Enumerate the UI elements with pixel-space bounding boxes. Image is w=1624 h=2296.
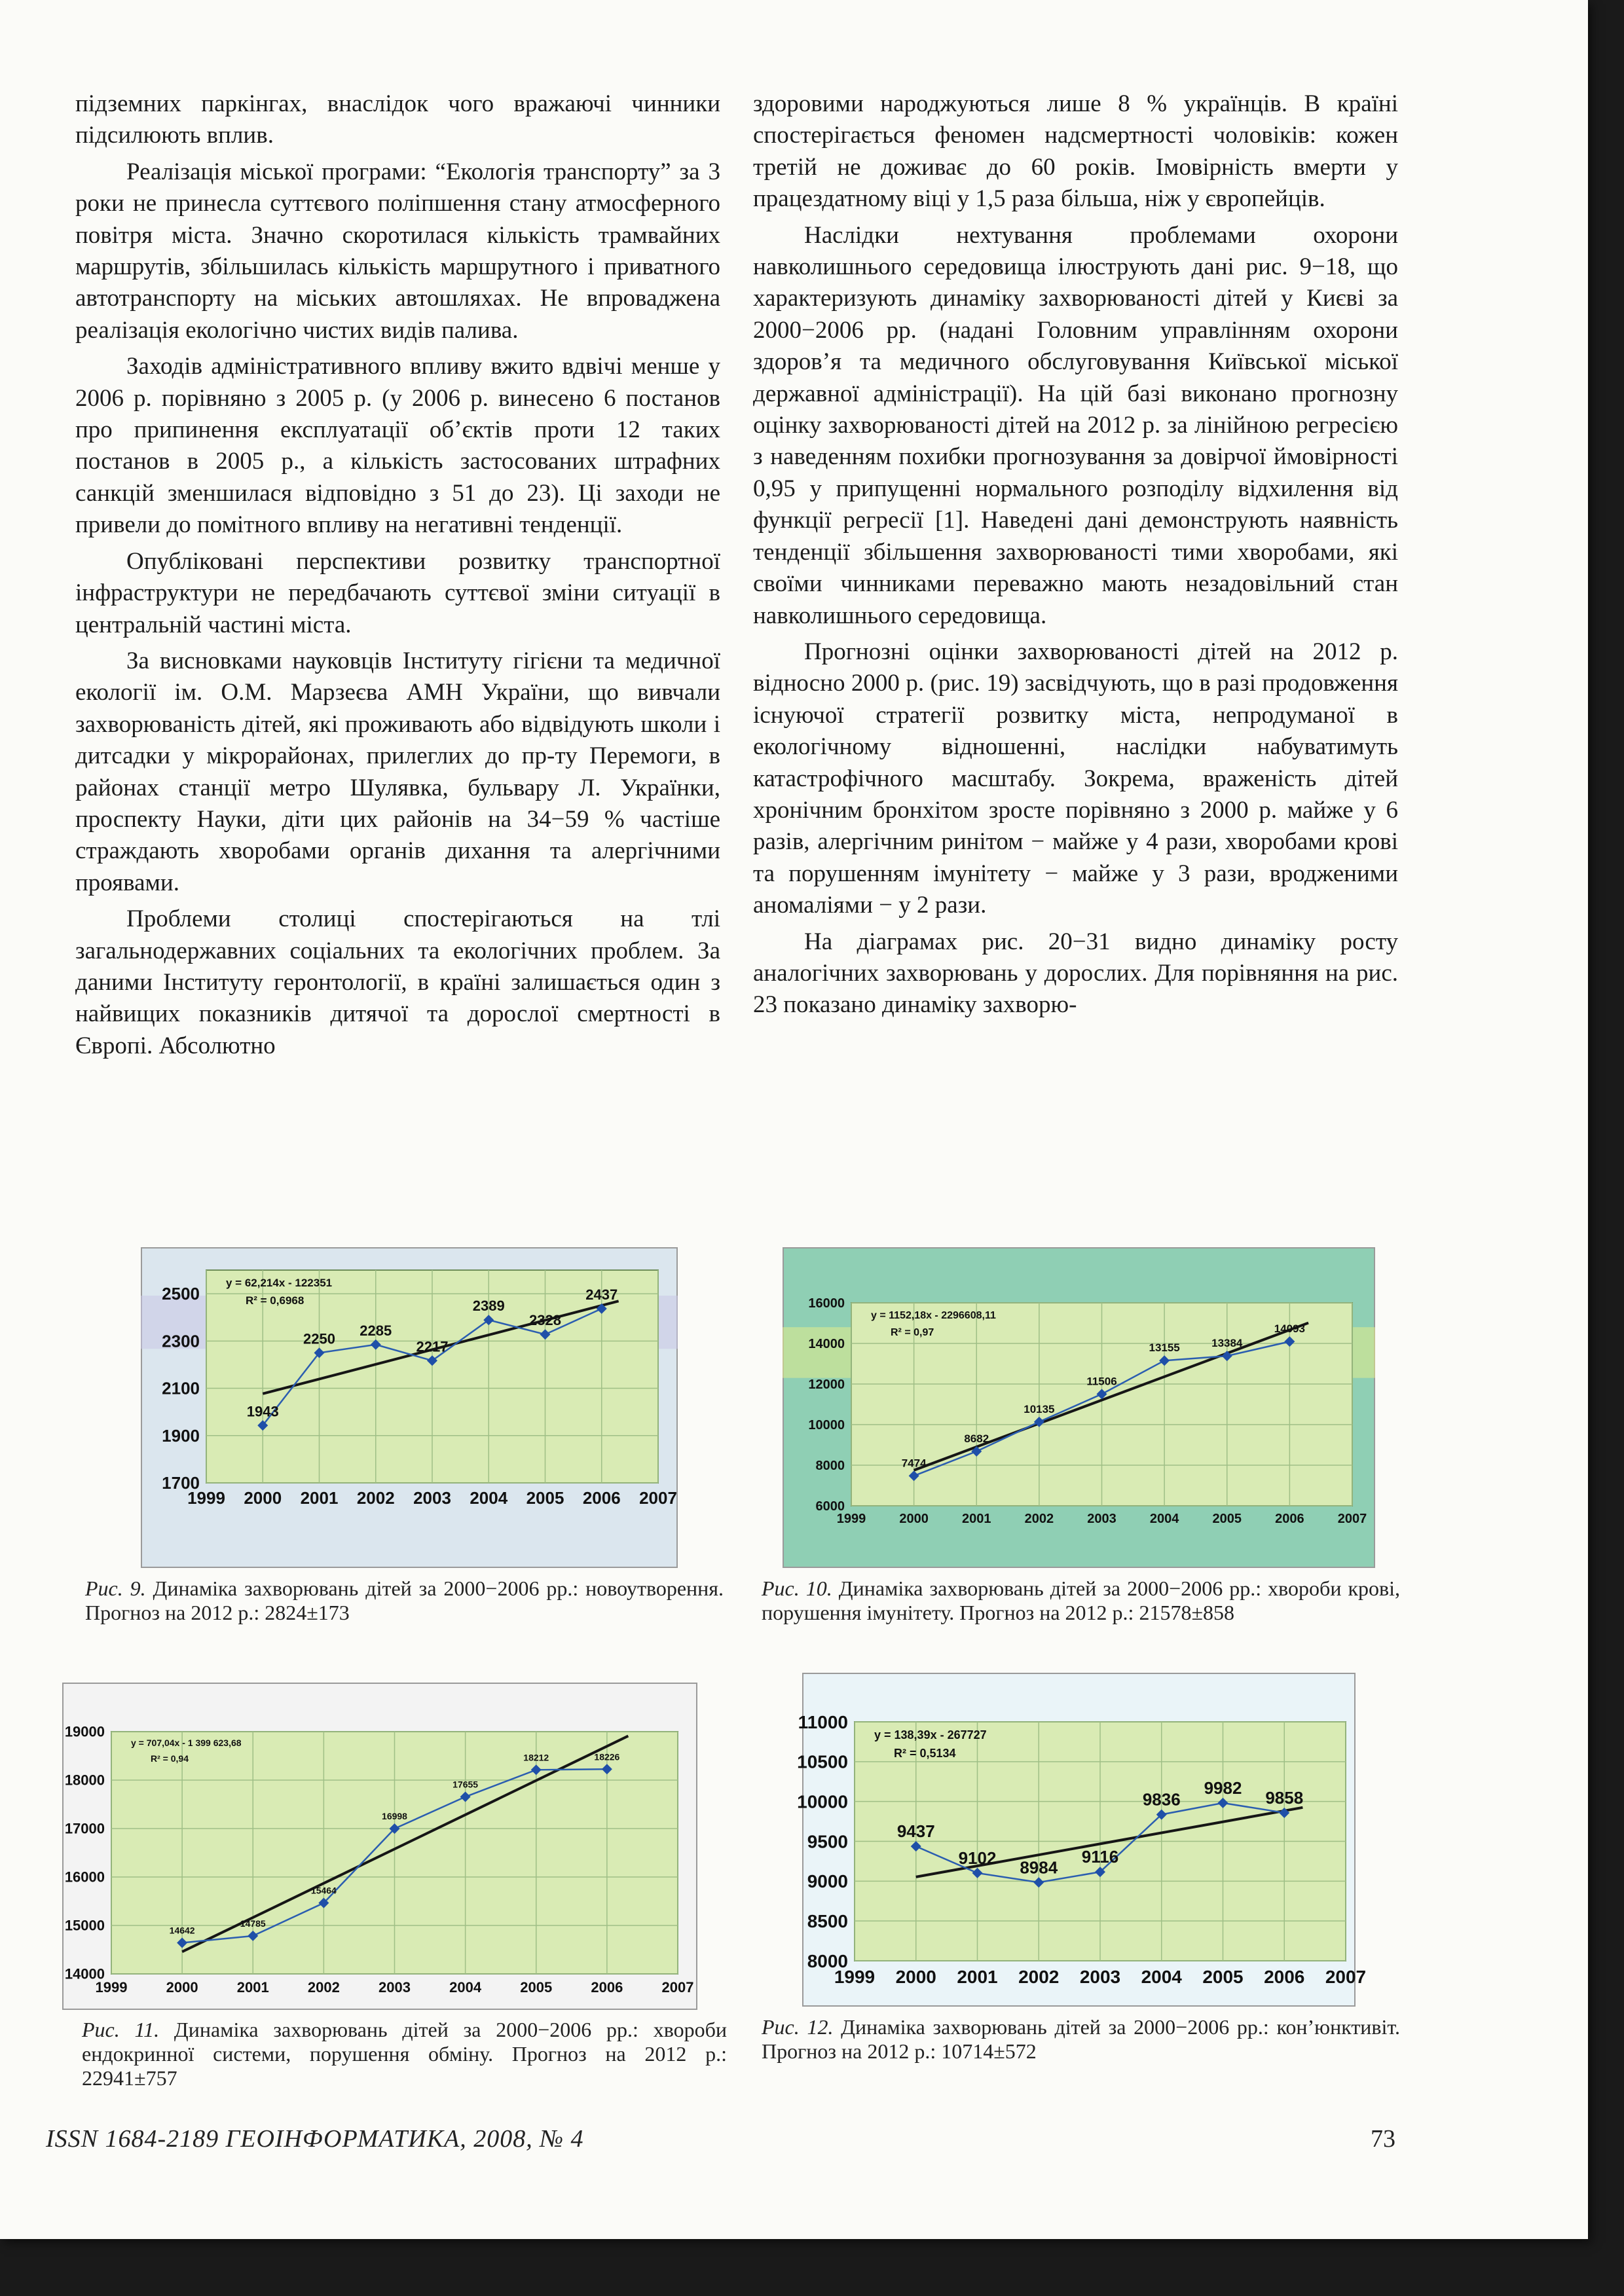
y-tick-label: 2500 <box>162 1284 200 1304</box>
left-text-column <box>75 88 720 1066</box>
chart-fig11 <box>62 1683 697 2010</box>
trend-r-squared: R² = 0,5134 <box>894 1747 956 1760</box>
data-label: 11506 <box>1086 1375 1117 1388</box>
y-tick-label: 18000 <box>64 1772 105 1789</box>
paragraph: Наслідки нехтування проблемами охорони навколишнього середовища ілюструють дані рис. 9−18, що характеризують динаміку захворюваності дітей у Києві за 2000−2006 рр. (надані Головним управлінням охорони здоров’я та медичного обслуговування Київської міської державної адміністрації). На цій базі виконано прогнозну оцінку захворюваності дітей на 2012 р. за лінійною регресією з наведенням похибки прогнозування за довірчої ймовірності 0,95 у припущенні нормального розподілу відхилення від функції регресії [1]. Наведені дані демонструють наявність тенденції збільшення захворюваності тими хворобами, які своїми чинниками переважно мають незадовільний стан навколишнього середовища. <box>753 221 1398 629</box>
x-tick-label: 2004 <box>1141 1967 1182 1987</box>
journal-footer: ISSN 1684-2189 ГЕОІНФОРМАТИКА, 2008, № 4 <box>46 2125 584 2153</box>
x-tick-label: 2006 <box>1264 1967 1305 1987</box>
trend-r-squared: R² = 0,6968 <box>246 1294 304 1307</box>
data-label: 18212 <box>523 1752 549 1763</box>
data-label: 8682 <box>964 1432 989 1445</box>
caption-fig10 <box>762 1576 1400 1625</box>
data-label: 13155 <box>1149 1341 1180 1355</box>
paragraph: На діаграмах рис. 20−31 видно динаміку росту аналогічних захворювань у дорослих. Для порівняння на рис. 23 показано динаміку захворю- <box>753 928 1398 1019</box>
figure-10 <box>783 1247 1375 1568</box>
y-tick-label: 6000 <box>815 1499 845 1514</box>
y-tick-label: 2100 <box>162 1378 200 1398</box>
x-tick-label: 2002 <box>356 1488 395 1508</box>
x-tick-label: 2000 <box>166 1979 198 1995</box>
data-label: 2250 <box>303 1330 335 1347</box>
x-tick-label: 1999 <box>187 1488 225 1508</box>
figure-9 <box>141 1247 678 1568</box>
data-label: 14642 <box>169 1925 195 1936</box>
x-tick-label: 2001 <box>300 1488 339 1508</box>
caption-text: Динаміка захворювань дітей за 2000−2006 рр.: хвороби крові, порушення імунітету. Прогноз на 2012 р.: 21578±858 <box>762 1576 1401 1624</box>
paragraph: здоровими народжуються лише 8 % українців. В країні спостерігається феномен надсмертності чоловіків: кожен третій не доживає до 60 років. Імовірність вмерти у працездатному віці у 1,5 раза більша, ніж у європейців. <box>753 90 1398 213</box>
data-label: 9836 <box>1142 1789 1181 1810</box>
caption-fig9 <box>85 1576 724 1625</box>
y-tick-label: 10500 <box>797 1751 848 1772</box>
x-tick-label: 2002 <box>307 1979 340 1995</box>
paragraph: підземних паркінгах, внаслідок чого вражаючі чинники підсилюють вплив. <box>75 90 720 149</box>
y-tick-label: 2300 <box>162 1331 200 1351</box>
paragraph: Заходів адміністративного впливу вжито вдвічі менше у 2006 р. порівняно з 2005 р. (у 2006 р. винесено 6 постанов про припинення експлуатації об’єктів проти 12 таких постанов в 2005 р., а кількість застосованих штрафних санкцій зменшилася відповідно з 51 до 23). Ці заходи не привели до помітного впливу на негативні тенденції. <box>75 353 720 539</box>
data-label: 2217 <box>416 1338 449 1355</box>
y-tick-label: 1700 <box>162 1473 200 1493</box>
data-label: 13384 <box>1211 1337 1243 1350</box>
x-tick-label: 2004 <box>1149 1512 1179 1526</box>
caption-number: Рис. 9. <box>85 1576 146 1600</box>
x-tick-label: 2007 <box>639 1488 677 1508</box>
chart-fig12 <box>797 1673 1367 2007</box>
data-label: 9858 <box>1265 1787 1304 1808</box>
paragraph: Реалізація міської програми: “Екологія транспорту” за 3 роки не принесла суттєвого поліпшення стану атмосферного повітря міста. Значно скоротилася кількість трамвайних маршрутів, збільшилась кількість маршрутного і приватного автотранспорту на міських автошляхах. Не впроваджена реалізація екологічно чистих видів палива. <box>75 158 720 344</box>
x-tick-label: 2007 <box>1337 1512 1367 1526</box>
figure-11 <box>62 1683 697 2010</box>
y-tick-label: 9000 <box>807 1871 848 1892</box>
caption-number: Рис. 10. <box>762 1576 832 1600</box>
chart-fig9 <box>141 1247 678 1568</box>
y-tick-label: 8500 <box>807 1910 848 1931</box>
x-tick-label: 2006 <box>582 1488 621 1508</box>
y-tick-label: 8000 <box>807 1950 848 1971</box>
y-tick-label: 10000 <box>797 1791 848 1812</box>
x-tick-label: 1999 <box>834 1967 876 1987</box>
x-tick-label: 2006 <box>1275 1512 1304 1526</box>
paragraph: Опубліковані перспективи розвитку транспортної інфраструктури не передбачають суттєвої зміни ситуації в центральній частині міста. <box>75 547 720 638</box>
caption-text: Динаміка захворювань дітей за 2000−2006 рр.: новоутворення. Прогноз на 2012 р.: 2824±173 <box>85 1576 724 1624</box>
chart-fig10 <box>783 1247 1375 1568</box>
caption-fig11 <box>82 2018 727 2090</box>
data-label: 1943 <box>246 1403 279 1420</box>
data-label: 14785 <box>240 1918 266 1929</box>
x-tick-label: 2007 <box>661 1979 694 1995</box>
x-tick-label: 2002 <box>1018 1967 1060 1987</box>
data-label: 15464 <box>310 1885 337 1896</box>
data-label: 14093 <box>1274 1322 1306 1336</box>
caption-text: Динаміка захворювань дітей за 2000−2006 рр.: хвороби ендокринної системи, порушення обміну. Прогноз на 2012 р.: 22941±757 <box>82 2018 727 2090</box>
data-label: 2285 <box>360 1322 392 1339</box>
data-label: 2437 <box>585 1286 618 1303</box>
y-tick-label: 10000 <box>808 1418 845 1432</box>
trend-equation: y = 1152,18x - 2296608,11 <box>871 1310 996 1321</box>
caption-fig12 <box>762 2015 1400 2064</box>
x-tick-label: 2006 <box>591 1979 623 1995</box>
x-tick-label: 2005 <box>526 1488 564 1508</box>
data-label: 9116 <box>1081 1847 1119 1867</box>
x-tick-label: 2001 <box>962 1512 991 1526</box>
data-label: 2328 <box>529 1312 561 1329</box>
x-tick-label: 2002 <box>1024 1512 1054 1526</box>
x-tick-label: 2003 <box>1087 1512 1116 1526</box>
y-tick-label: 17000 <box>64 1820 105 1837</box>
figure-12 <box>797 1673 1367 2007</box>
trend-r-squared: R² = 0,97 <box>891 1327 934 1338</box>
x-tick-label: 2003 <box>413 1488 451 1508</box>
trend-r-squared: R² = 0,94 <box>151 1753 189 1764</box>
paragraph: За висновками науковців Інституту гігієни та медичної екології ім. О.М. Марзеєва АМН України, що вивчали захворюваність дітей, які проживають або відвідують школи і дитсадки у мікрорайонах, прилеглих до пр-ту Перемоги, в районах станції метро Шулявка, бульвару Л. Українки, проспекту Науки, діти цих районів на 34−59 % частіше страждають хворобами органів дихання та алергічними проявами. <box>75 647 720 896</box>
x-tick-label: 2005 <box>1202 1967 1244 1987</box>
right-text-column <box>753 88 1398 1026</box>
data-label: 8984 <box>1020 1857 1058 1878</box>
x-tick-label: 2007 <box>1325 1967 1367 1987</box>
y-tick-label: 16000 <box>64 1868 105 1886</box>
x-tick-label: 2004 <box>449 1979 482 1995</box>
page-number: 73 <box>1371 2125 1395 2153</box>
data-label: 9437 <box>896 1821 935 1842</box>
x-tick-label: 2000 <box>244 1488 282 1508</box>
trend-equation: y = 707,04x - 1 399 623,68 <box>131 1738 242 1748</box>
data-label: 9102 <box>958 1848 997 1868</box>
y-tick-label: 14000 <box>64 1965 105 1982</box>
paragraph: Проблеми столиці спостерігаються на тлі загальнодержавних соціальних та екологічних проблем. За даними Інституту геронтології, в країні залишається один з найвищих показників дитячої та дорослої смертності в Європі. Абсолютно <box>75 905 720 1059</box>
x-tick-label: 2001 <box>236 1979 269 1995</box>
data-label: 16998 <box>382 1811 407 1822</box>
y-tick-label: 16000 <box>808 1296 845 1311</box>
x-tick-label: 2004 <box>470 1488 508 1508</box>
x-tick-label: 1999 <box>836 1512 866 1526</box>
y-tick-label: 12000 <box>808 1377 845 1392</box>
caption-text: Динаміка захворювань дітей за 2000−2006 рр.: кон’юнктивіт. Прогноз на 2012 р.: 10714±572 <box>762 2015 1400 2063</box>
caption-number: Рис. 12. <box>762 2015 834 2039</box>
y-tick-label: 8000 <box>815 1459 845 1473</box>
paragraph: Прогнозні оцінки захворюваності дітей на 2012 р. відносно 2000 р. (рис. 19) засвідчують, що в разі продовження існуючої стратегії розвитку міста, непродуманої в екологічному відношенні, наслідки набуватимуть катастрофічного масштабу. Зокрема, враженість дітей хронічним бронхітом зросте порівняно з 2000 р. майже у 6 разів, алергічним ринітом − майже у 4 рази, хворобами крові та порушенням імунітету − майже у 3 рази, вродженими аномаліями − у 2 рази. <box>753 638 1398 919</box>
y-tick-label: 15000 <box>64 1917 105 1934</box>
trend-equation: y = 138,39x - 267727 <box>874 1728 987 1741</box>
x-tick-label: 1999 <box>95 1979 128 1995</box>
y-tick-label: 14000 <box>808 1337 845 1351</box>
data-label: 18226 <box>594 1751 620 1762</box>
y-tick-label: 9500 <box>807 1831 848 1852</box>
data-label: 17655 <box>452 1779 479 1790</box>
data-label: 9982 <box>1204 1777 1242 1798</box>
y-tick-label: 11000 <box>798 1711 848 1732</box>
trend-equation: y = 62,214x - 122351 <box>226 1277 333 1289</box>
y-tick-label: 1900 <box>162 1425 200 1446</box>
caption-number: Рис. 11. <box>82 2018 160 2041</box>
x-tick-label: 2001 <box>957 1967 998 1987</box>
x-tick-label: 2003 <box>378 1979 411 1995</box>
y-tick-label: 19000 <box>64 1723 105 1740</box>
data-label: 10135 <box>1024 1402 1055 1415</box>
x-tick-label: 2005 <box>520 1979 553 1995</box>
data-label: 7474 <box>901 1457 927 1470</box>
x-tick-label: 2005 <box>1212 1512 1242 1526</box>
x-tick-label: 2000 <box>899 1512 929 1526</box>
data-label: 2389 <box>472 1298 505 1315</box>
x-tick-label: 2000 <box>895 1967 936 1987</box>
x-tick-label: 2003 <box>1079 1967 1121 1987</box>
